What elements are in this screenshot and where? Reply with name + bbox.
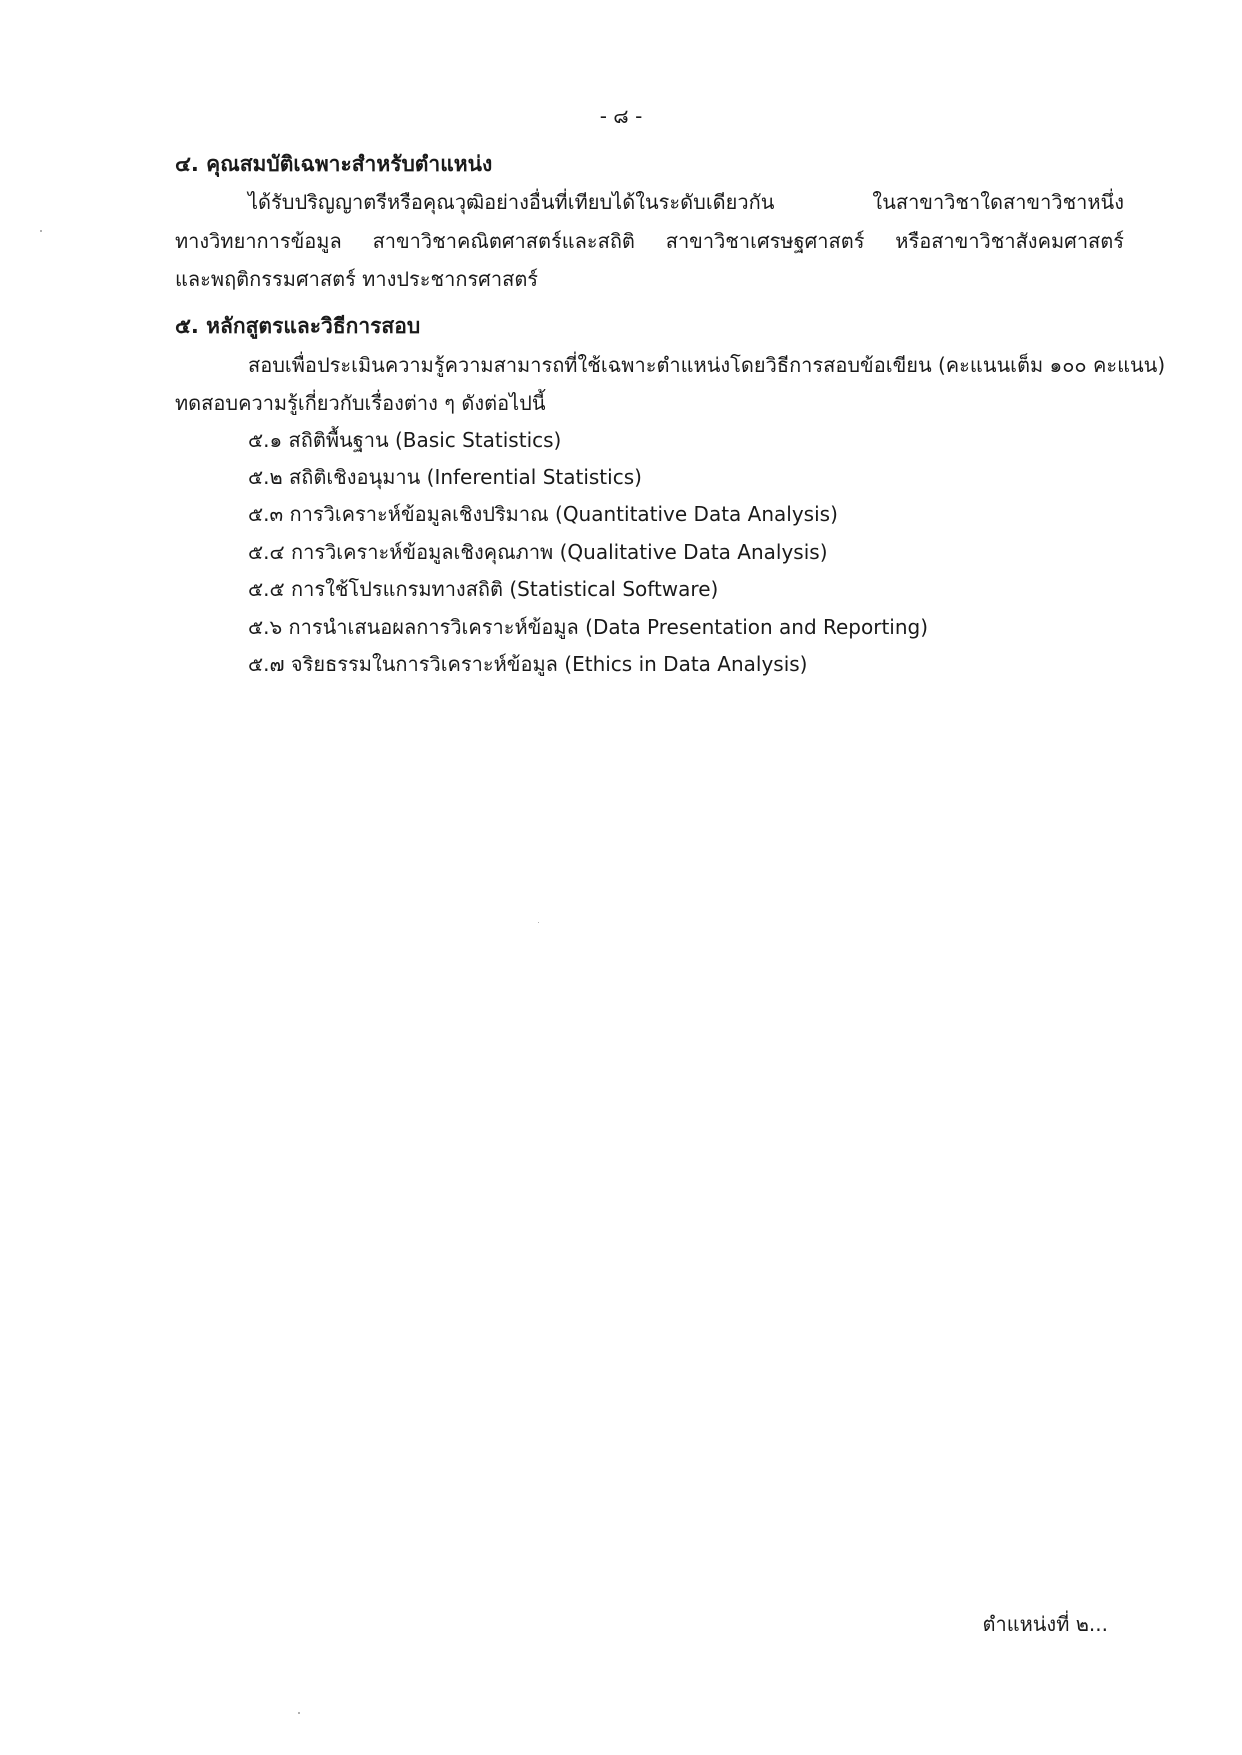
exam-topic-item: ๕.๑ สถิติพื้นฐาน (Basic Statistics) <box>248 428 562 452</box>
section-4-line-1: ได้รับปริญญาตรีหรือคุณวุฒิอย่างอื่นที่เทียบได้ในระดับเดียวกัน ในสาขาวิชาใดสาขาวิชาหนึ่ง <box>248 190 1124 214</box>
section-5-intro-line-1: สอบเพื่อประเมินความรู้ความสามารถที่ใช้เฉพาะตำแหน่งโดยวิธีการสอบข้อเขียน (คะแนนเต็ม ๑๐๐ คะแนน) <box>248 353 1166 377</box>
section-4-heading: ๔. คุณสมบัติเฉพาะสำหรับตำแหน่ง <box>175 152 493 176</box>
scan-speck <box>298 1712 300 1714</box>
exam-topic-item: ๕.๖ การนำเสนอผลการวิเคราะห์ข้อมูล (Data Presentation and Reporting) <box>248 615 929 639</box>
continuation-note: ตำแหน่งที่ ๒... <box>982 1612 1108 1636</box>
section-4-line-2: ทางวิทยาการข้อมูล สาขาวิชาคณิตศาสตร์และสถิติ สาขาวิชาเศรษฐศาสตร์ หรือสาขาวิชาสังคมศาสตร์ <box>175 229 1124 253</box>
section-4-line-3: และพฤติกรรมศาสตร์ ทางประชากรศาสตร์ <box>175 267 539 291</box>
section-5-heading: ๕. หลักสูตรและวิธีการสอบ <box>175 314 421 338</box>
scan-speck <box>538 922 539 923</box>
exam-topic-item: ๕.๕ การใช้โปรแกรมทางสถิติ (Statistical Software) <box>248 577 719 601</box>
exam-topic-item: ๕.๗ จริยธรรมในการวิเคราะห์ข้อมูล (Ethics in Data Analysis) <box>248 652 808 676</box>
page-number: - ๘ - <box>599 104 643 128</box>
exam-topic-item: ๕.๓ การวิเคราะห์ข้อมูลเชิงปริมาณ (Quantitative Data Analysis) <box>248 502 838 526</box>
section-5-intro-line-2: ทดสอบความรู้เกี่ยวกับเรื่องต่าง ๆ ดังต่อไปนี้ <box>175 391 546 415</box>
scan-speck <box>40 230 42 232</box>
exam-topic-item: ๕.๔ การวิเคราะห์ข้อมูลเชิงคุณภาพ (Qualitative Data Analysis) <box>248 540 828 564</box>
exam-topic-item: ๕.๒ สถิติเชิงอนุมาน (Inferential Statistics) <box>248 465 642 489</box>
